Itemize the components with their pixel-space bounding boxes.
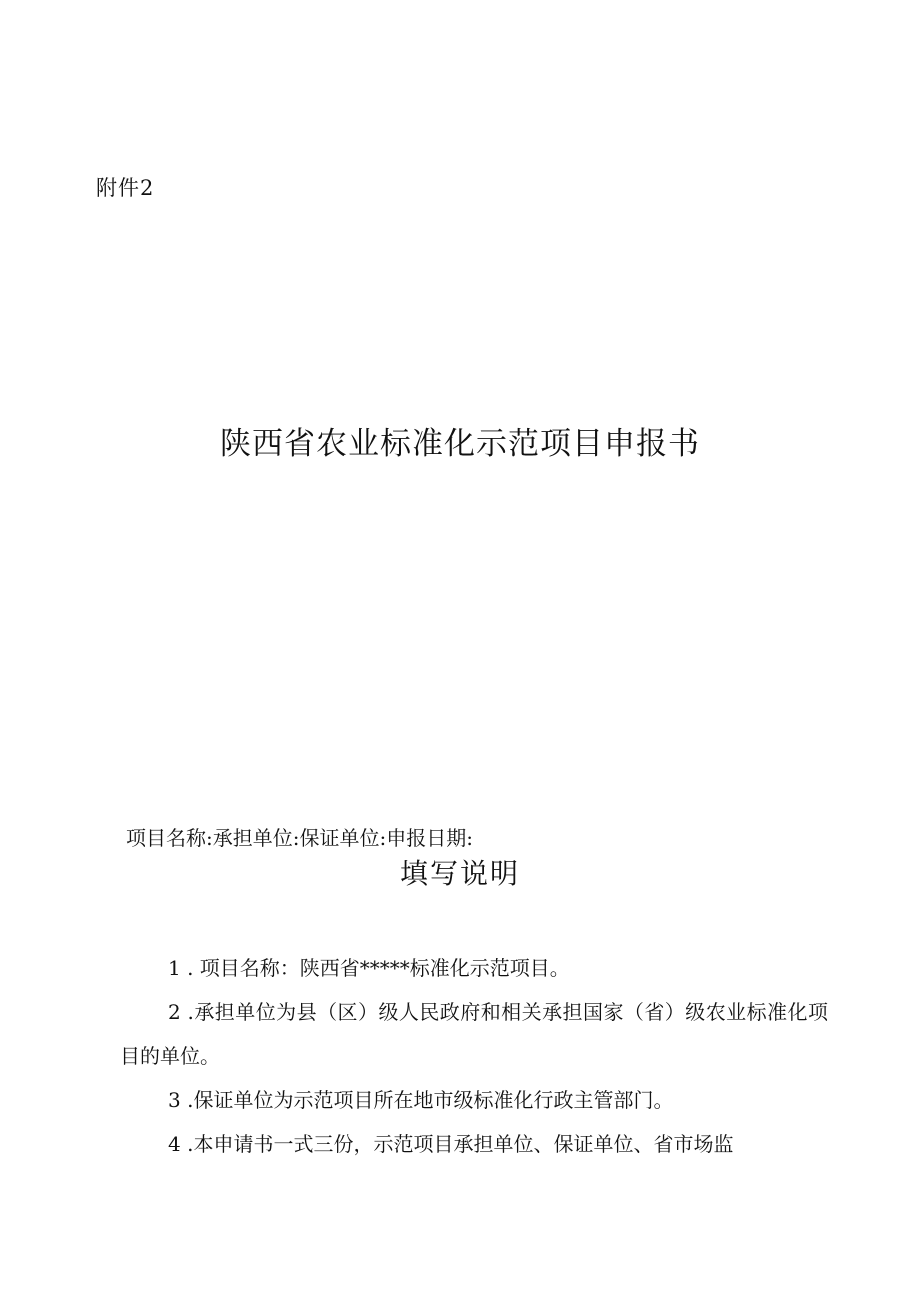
instruction-item: 1 . 项目名称：陕西省*****标准化示范项目。	[168, 956, 570, 980]
instruction-item: 4 .本申请书一式三份，示范项目承担单位、保证单位、省市场监	[168, 1132, 734, 1156]
document-title: 陕西省农业标准化示范项目申报书	[220, 426, 700, 462]
field-undertaking-unit: 承担单位:	[212, 826, 300, 850]
instruction-item: 3 .保证单位为示范项目所在地市级标准化行政主管部门。	[168, 1088, 674, 1112]
field-project-name: 项目名称:	[126, 826, 213, 850]
attachment-label: 附件2	[96, 176, 155, 200]
section-title: 填写说明	[399, 857, 520, 890]
instructions-list	[120, 946, 828, 1166]
instruction-item: 2 .承担单位为县（区）级人民政府和相关承担国家（省）级农业标准化项目的单位。	[120, 1000, 828, 1068]
field-guarantee-unit: 保证单位:	[299, 826, 387, 850]
field-application-date: 申报日期:	[386, 826, 473, 850]
cover-fields	[126, 822, 473, 851]
